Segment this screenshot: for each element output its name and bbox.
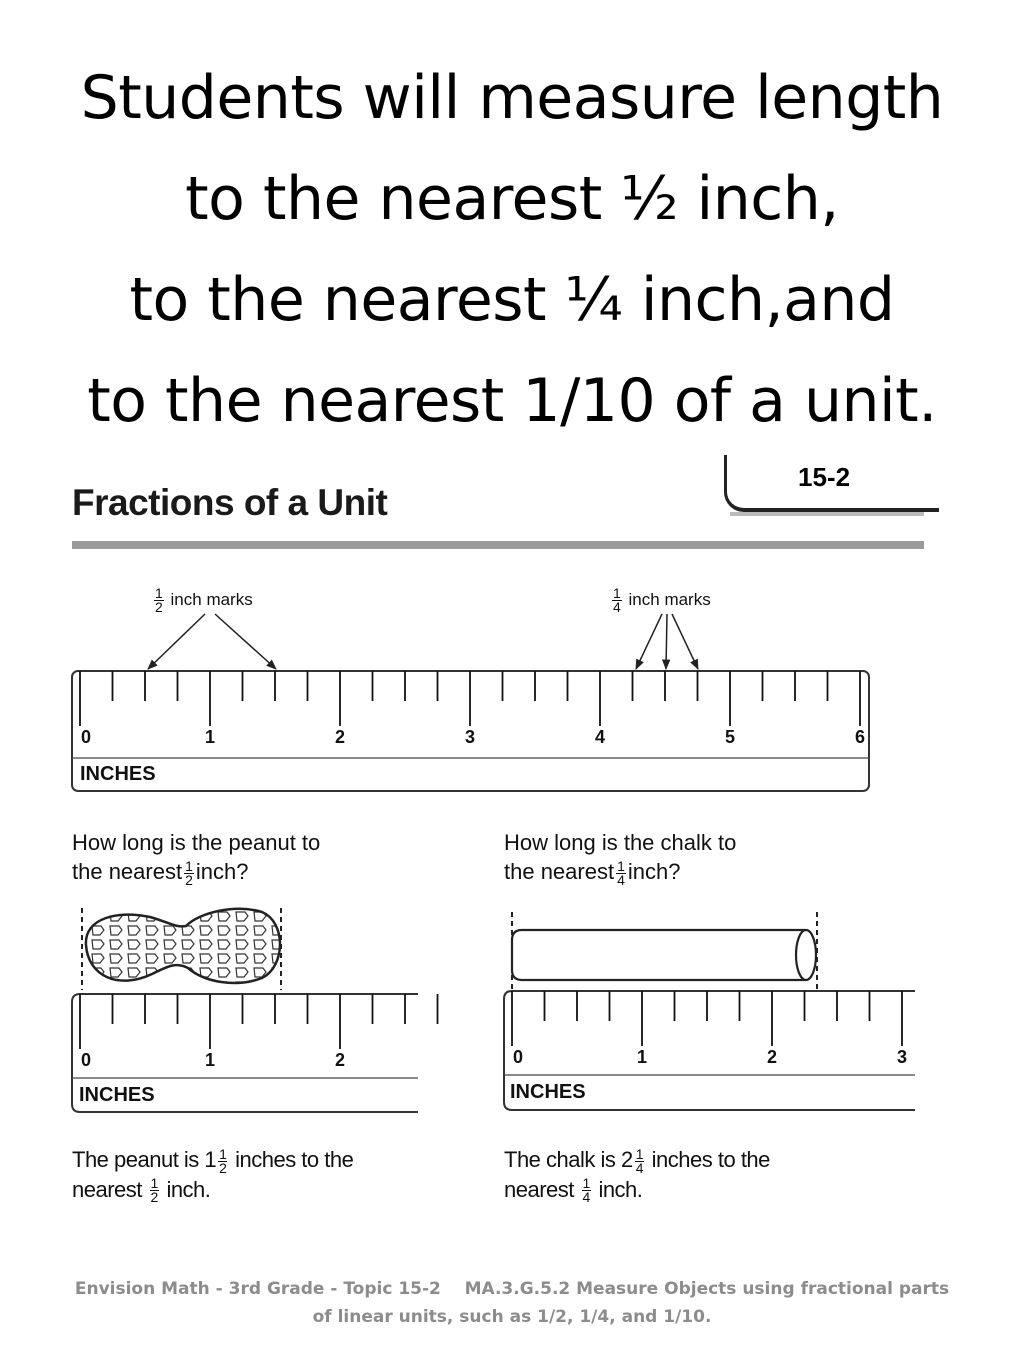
lesson-number: 15-2 bbox=[798, 462, 851, 492]
main-ruler-number: 3 bbox=[465, 727, 476, 747]
footer bbox=[0, 1275, 1024, 1331]
chalk-question: How long is the chalk to the nearest $\frac{1}{4}$ inch? bbox=[504, 830, 737, 888]
half-inch-marks-label: $\frac{1}{2}$ inch marks bbox=[155, 585, 253, 616]
quarter-arrow-mid bbox=[666, 614, 667, 669]
peanut-answer: The peanut is 1 $\frac{1}{2}$ inches to the nearest $\frac{1}{2}$ inch. bbox=[72, 1145, 354, 1206]
half-arrow-left bbox=[148, 614, 205, 669]
main-ruler-number: 5 bbox=[725, 727, 736, 747]
peanut-ruler-unit: INCHES bbox=[79, 1084, 155, 1106]
peanut-ruler-number: 2 bbox=[335, 1050, 346, 1070]
peanut-ruler-number: 0 bbox=[81, 1050, 92, 1070]
chalk-answer: The chalk is 2 $\frac{1}{4}$ inches to the nearest $\frac{1}{4}$ inch. bbox=[504, 1145, 770, 1206]
peanut-drawing bbox=[82, 908, 281, 990]
chalk-ruler-unit: INCHES bbox=[510, 1081, 586, 1103]
chalk-left-end bbox=[512, 930, 522, 980]
main-ruler-unit: INCHES bbox=[80, 763, 156, 785]
chalk-ruler-number: 1 bbox=[637, 1047, 648, 1067]
peanut-question: How long is the peanut to the nearest $\frac{1}{2}$ inch? bbox=[72, 830, 321, 888]
half-arrow-right bbox=[215, 614, 276, 669]
chalk-right-end bbox=[796, 930, 816, 980]
footer-line-1: Envision Math - 3rd Grade - Topic 15-2 MA.3.G.5.2 Measure Objects using fractional parts bbox=[74, 1279, 950, 1299]
peanut-shape bbox=[86, 909, 280, 983]
peanut-ruler-number: 1 bbox=[205, 1050, 216, 1070]
quarter-arrow-left bbox=[636, 614, 662, 669]
chalk-body bbox=[522, 930, 806, 980]
main-ruler-number: 0 bbox=[81, 727, 92, 747]
title-line-1: Students will measure length bbox=[80, 63, 944, 133]
chalk-drawing bbox=[512, 912, 817, 990]
quarter-arrow-right bbox=[672, 614, 698, 669]
title-line-2: to the nearest ½ inch, bbox=[185, 164, 839, 234]
title-line-4: to the nearest 1/10 of a unit. bbox=[87, 366, 937, 436]
peanut-ruler bbox=[72, 994, 438, 1112]
main-ruler bbox=[72, 671, 869, 791]
worksheet-title: Fractions of a Unit bbox=[72, 482, 388, 523]
main-ruler-number: 1 bbox=[205, 727, 216, 747]
main-ruler-number: 6 bbox=[855, 727, 866, 747]
title-line-3: to the nearest ¼ inch,and bbox=[129, 265, 895, 335]
mark-arrows bbox=[148, 614, 698, 669]
main-ruler-number: 2 bbox=[335, 727, 346, 747]
footer-line-2: of linear units, such as 1/2, 1/4, and 1/10. bbox=[312, 1307, 712, 1327]
quarter-inch-marks-label: $\frac{1}{4}$ inch marks bbox=[613, 585, 711, 616]
main-ruler-number: 4 bbox=[595, 727, 606, 747]
chalk-ruler-number: 0 bbox=[513, 1047, 524, 1067]
chalk-ruler bbox=[504, 991, 915, 1110]
chalk-ruler-number: 2 bbox=[767, 1047, 778, 1067]
chalk-ruler-number: 3 bbox=[897, 1047, 908, 1067]
